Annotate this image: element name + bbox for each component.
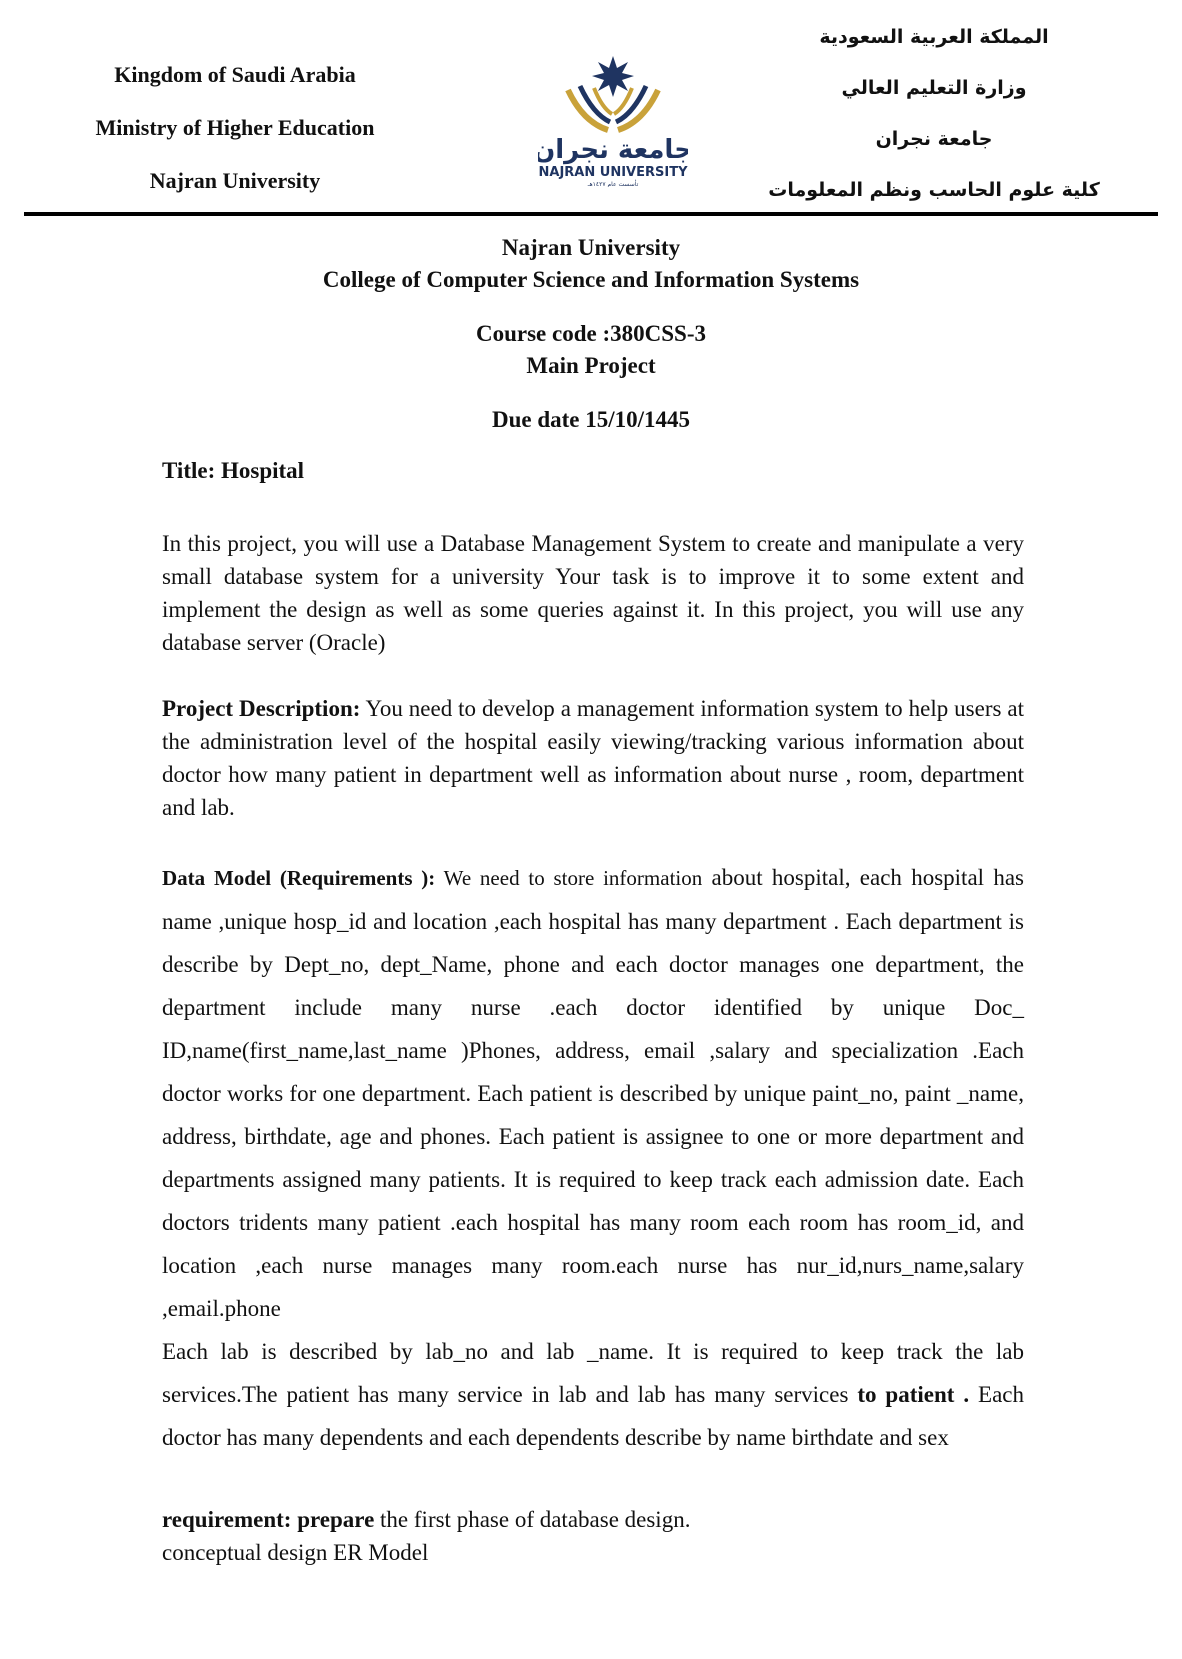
project-description-label: Project Description:	[162, 696, 361, 721]
data-model-lead: We need to store information	[435, 866, 703, 890]
data-model-label: Data Model (Requirements ):	[162, 866, 436, 890]
logo-tagline: تأسست عام ١٤٢٧هـ	[587, 181, 639, 187]
requirement-label: requirement: prepare	[162, 1507, 375, 1532]
header-country-ar: المملكة العربية السعودية	[819, 26, 1049, 48]
header-ministry: Ministry of Higher Education	[95, 115, 375, 140]
heading-due-date: Due date 15/10/1445	[491, 407, 691, 432]
header-right-block	[764, 24, 1104, 228]
lab-bold: to patient .	[857, 1382, 970, 1407]
data-model	[162, 856, 1024, 1459]
header-university: Najran University	[149, 168, 321, 193]
logo-english-name: NAJRAN UNIVERSITY	[538, 165, 688, 180]
header-left-block	[70, 62, 400, 221]
requirement-line2: conceptual design ER Model	[162, 1540, 429, 1565]
header-divider	[24, 212, 1158, 216]
project-description-text: You need to develop a management information system to help users at the administration level of the hospital easily viewing/tracking various information about doctor how many patient in department well as information about nurse , room, department and lab.	[162, 696, 1024, 820]
header-country: Kingdom of Saudi Arabia	[114, 62, 356, 87]
heading-university: Najran University	[501, 235, 681, 260]
logo-emblem-icon	[538, 52, 688, 187]
lab-text: Each lab is described by lab_no and lab _name. It is required to keep track the lab services.The patient has many service in lab and lab has many services	[162, 1339, 1024, 1407]
university-logo	[538, 52, 688, 187]
heading-project: Main Project	[526, 353, 656, 378]
requirement-text: the first phase of database design.	[374, 1507, 691, 1532]
requirement-block	[162, 1503, 690, 1569]
header-ministry-ar: وزارة التعليم العالي	[841, 77, 1027, 99]
data-model-text: about hospital, each hospital has name ,unique hosp_id and location ,each hospital has many department . Each department is describe by Dept_no, dept_Name, phone and each doctor manages one department, the department include many nurse .each doctor identified by unique Doc_ ID,name(first_name,last_name )Phones, address, email ,salary and specialization .Each doctor works for one department. Each patient is described by unique paint_no, paint _name, address, birthdate, age and phones. Each patient is assignee to one or more department and departments assigned many patients. It is required to keep track each admission date. Each doctors tridents many patient .each hospital has many room each room has room_id, and location ,each nurse manages many room.each nurse has nur_id,nurs_name,salary ,email.phone	[162, 865, 1024, 1321]
heading-college: College of Computer Science and Information Systems	[322, 267, 860, 292]
header-university-ar: جامعة نجران	[875, 128, 993, 150]
page-title: Title: Hospital	[162, 458, 305, 483]
dependents-text: Each doctor has many dependents and each dependents describe by name birthdate and sex	[162, 1382, 1024, 1450]
header-college-ar: كلية علوم الحاسب ونظم المعلومات	[768, 179, 1100, 201]
project-description	[162, 692, 1024, 824]
heading-course-code: Course code :380CSS-3	[476, 321, 706, 346]
logo-arabic-name: جامعة نجران	[538, 135, 688, 165]
intro-paragraph: In this project, you will use a Database Management System to create and manipulate a very small database system for a university Your task is to improve it to some extent and implement the design as well as some queries against it. In this project, you will use any database server (Oracle)	[162, 531, 1024, 655]
